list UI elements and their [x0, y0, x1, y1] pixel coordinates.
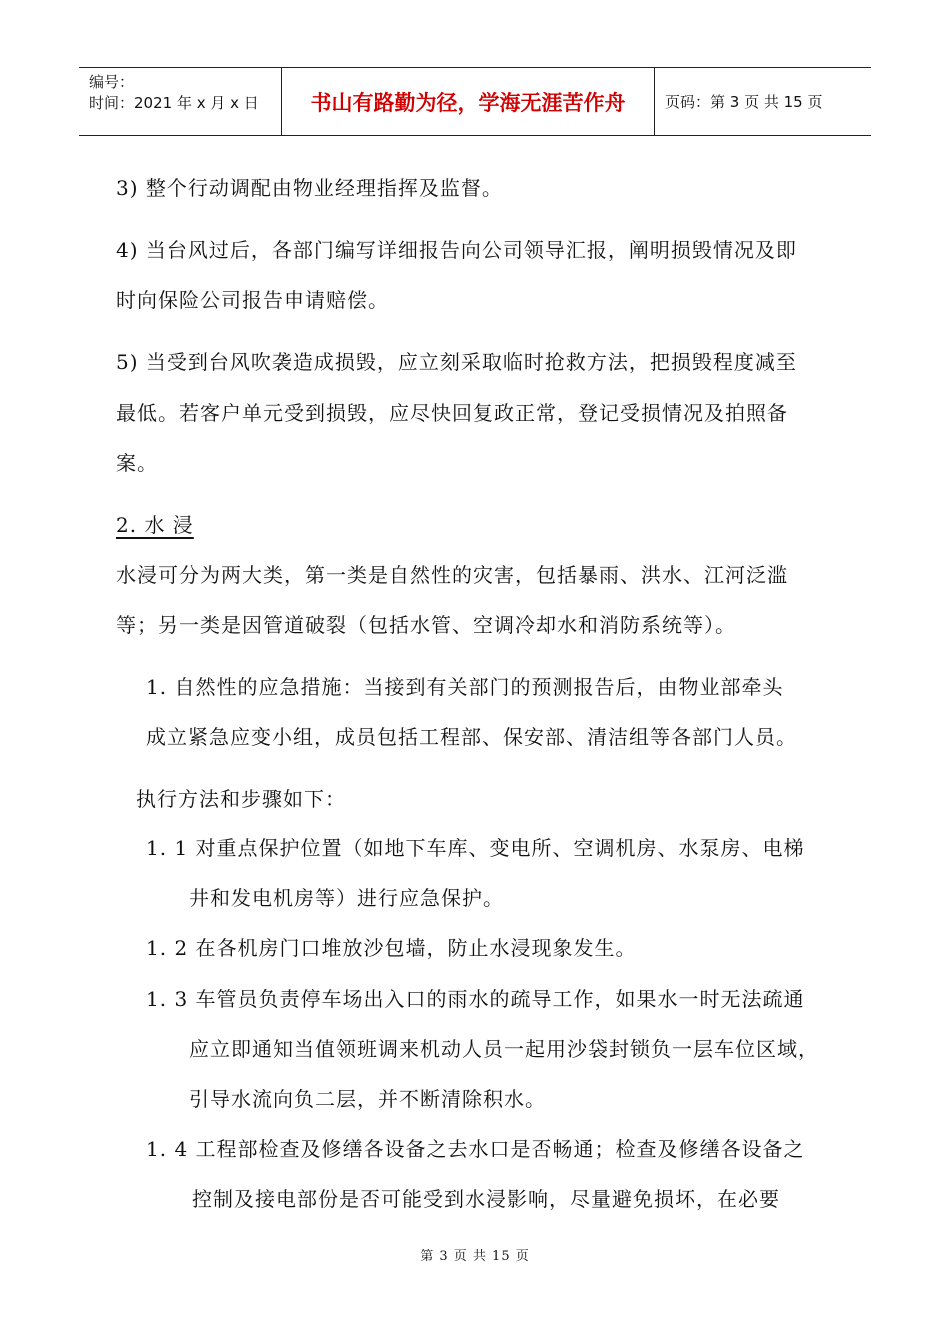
doc-date-label: 时间：2021 年 x 月 x 日	[89, 94, 259, 112]
page-header	[79, 67, 871, 136]
intro-line-1: 水浸可分为两大类，第一类是自然性的灾害，包括暴雨、洪水、江河泛滥	[116, 563, 788, 587]
header-meta	[79, 68, 282, 135]
header-page-info: 页码：第 3 页 共 15 页	[665, 93, 823, 111]
paragraph-5-line-1: 5) 当受到台风吹袭造成损毁，应立刻采取临时抢救方法，把损毁程度减至	[116, 350, 797, 374]
step-1-2: 1. 2 在各机房门口堆放沙包墙，防止水浸现象发生。	[146, 936, 637, 960]
item-1-line-1: 1. 自然性的应急措施：当接到有关部门的预测报告后，由物业部牵头	[146, 675, 784, 699]
step-1-4-line-1: 1. 4 工程部检查及修缮各设备之去水口是否畅通；检查及修缮各设备之	[146, 1137, 805, 1161]
page-footer: 第 3 页 共 15 页	[420, 1249, 530, 1264]
doc-number-label: 编号：	[89, 73, 135, 91]
paragraph-3: 3) 整个行动调配由物业经理指挥及监督。	[116, 176, 503, 200]
header-motto: 书山有路勤为径，学海无涯苦作舟	[282, 68, 655, 135]
paragraph-5-line-2: 最低。若客户单元受到损毁，应尽快回复政正常，登记受损情况及拍照备	[116, 401, 788, 425]
item-1-line-2: 成立紧急应变小组，成员包括工程部、保安部、清洁组等各部门人员。	[146, 725, 797, 749]
step-1-3-line-2: 应立即通知当值领班调来机动人员一起用沙袋封锁负一层车位区域，	[189, 1037, 819, 1061]
step-1-3-line-3: 引导水流向负二层，并不断清除积水。	[189, 1087, 546, 1111]
paragraph-4-line-1: 4) 当台风过后，各部门编写详细报告向公司领导汇报，阐明损毁情况及即	[116, 238, 797, 262]
step-1-3-line-1: 1. 3 车管员负责停车场出入口的雨水的疏导工作，如果水一时无法疏通	[146, 987, 805, 1011]
step-1-1-line-2: 井和发电机房等）进行应急保护。	[189, 886, 504, 910]
paragraph-5-line-3: 案。	[116, 451, 158, 475]
section-title: 2. 水 浸	[116, 513, 194, 537]
steps-intro: 执行方法和步骤如下：	[136, 787, 346, 811]
paragraph-4-line-2: 时向保险公司报告申请赔偿。	[116, 288, 389, 312]
step-1-1-line-1: 1. 1 对重点保护位置（如地下车库、变电所、空调机房、水泵房、电梯	[146, 836, 805, 860]
step-1-4-line-2: 控制及接电部份是否可能受到水浸影响，尽量避免损坏，在必要	[192, 1187, 780, 1211]
intro-line-2: 等；另一类是因管道破裂（包括水管、空调冷却水和消防系统等）。	[116, 613, 736, 637]
